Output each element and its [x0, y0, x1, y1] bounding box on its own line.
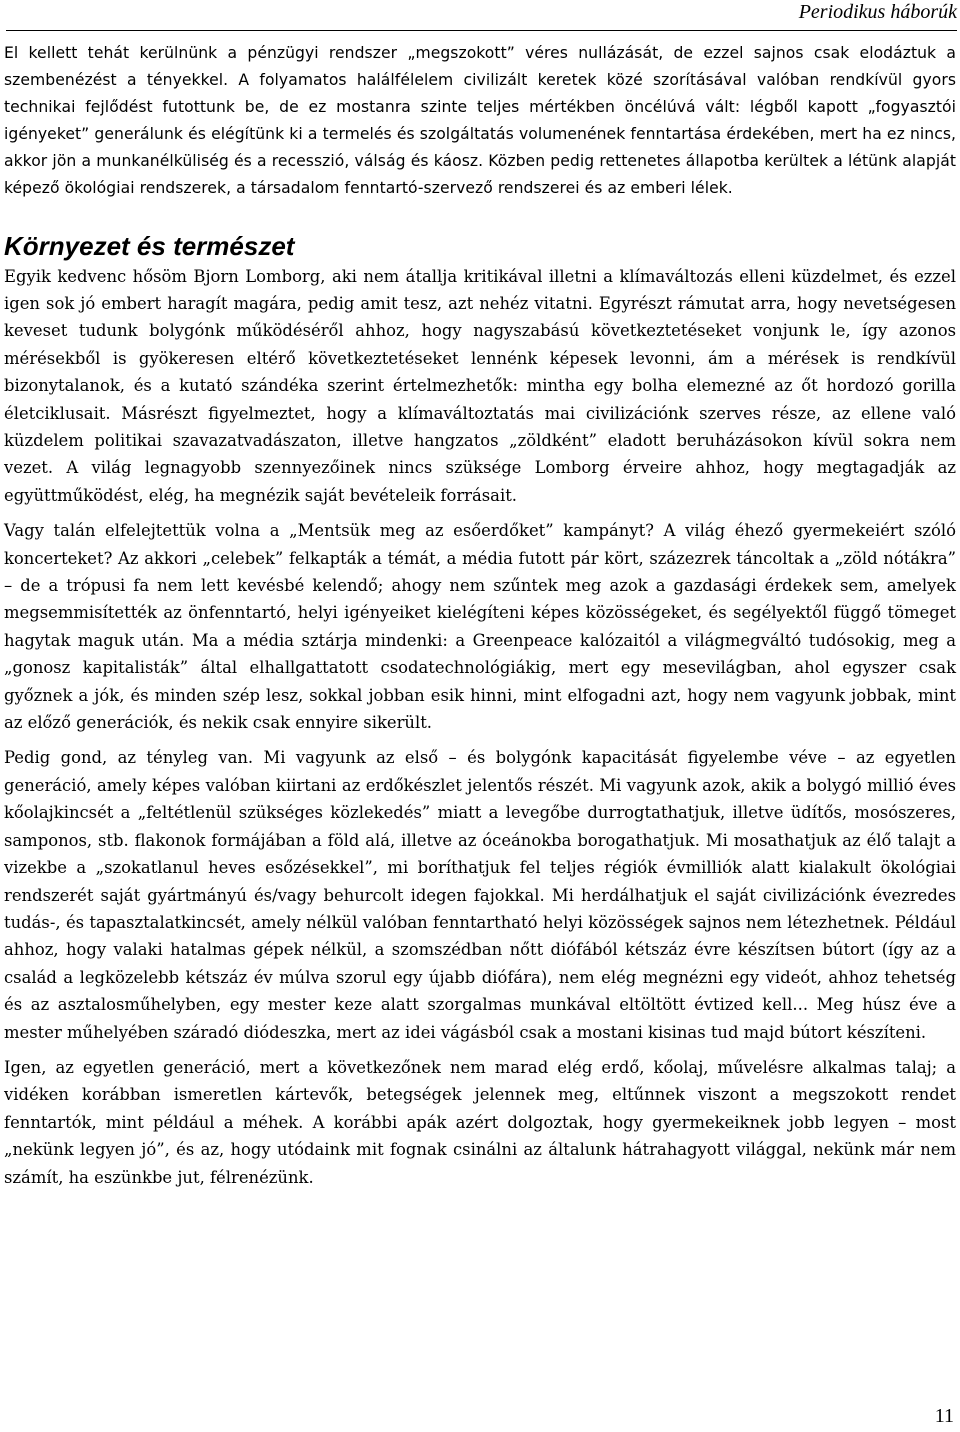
body-paragraph-4: Igen, az egyetlen generáció, mert a következőnek nem marad elég erdő, kőolaj, művelésre alkalmas talaj; a vidéken korábban ismeretlen kártevők, betegségek jelennek meg, eltűnnek viszont a megszokott rendet fenntartók, mint például a méhek. A korábbi apák azért dolgoztak, hogy gyermekeiknek jobb legyen – most „nekünk legyen jó”, és az, hogy utódaink mit fognak csinálni az általunk hátrahagyott világgal, nekünk már nem számít, ha eszünkbe jut, félrenézünk.	[4, 1057, 956, 1187]
running-title: Periodikus háborúk	[798, 1, 957, 23]
body-paragraph-1: Egyik kedvenc hősöm Bjorn Lomborg, aki nem átallja kritikával illetni a klímaváltozás elleni küzdelmet, és ezzel igen sok jó embert haragít magára, pedig amit tesz, azt nehéz vitatni. Egyrészt rámutat arra, hogy nevetségesen keveset tudunk bolygónk működéséről ahhoz, hogy nagyszabású következtetéseket vonjunk le, így azonos mérésekből is gyökeresen eltérő következtetéseket lennénk képesek levonni, ám a mérések is rendkívül bizonytalanok, és a kutató szándéka szerint értelmezhetők: mintha egy bolha elemezné az őt hordozó gorilla életciklusait. Másrészt figyelmeztet, hogy a klímaváltoztatás mai civilizációnk szerves része, az ellene való küzdelem politikai szavazatvadászaton, illetve hangzatos „zöldként” eladott beruházásokon kívül sokra nem vezet. A világ legnagyobb szennyezőinek nincs szüksége Lomborg érveire ahhoz, hogy megtagadják az együttműködést, elég, ha megnézik saját bevételeik forrásait.	[4, 266, 956, 505]
section-heading: Környezet és természet	[4, 230, 295, 261]
body-paragraph-3: Pedig gond, az tényleg van. Mi vagyunk az első – és bolygónk kapacitását figyelembe véve – az egyetlen generáció, amely képes valóban kiirtani az erdőkészlet jelentős részét. Mi vagyunk azok, akik a bolygó millió éves kőolajkincsét a „feltétlenül szükséges közlekedés” miatt a levegőbe durrogtathatjuk, illetve üdítős, mosószeres, samponos, stb. flakonok formájában a föld alá, illetve az óceánokba borogathatjuk. Mi mosathatjuk az élő talajt a vizekbe a „szokatlanul heves esőzésekkel”, mi boríthatjuk fel teljes régiók évmilliók alatt kialakult ökológiai rendszerét saját gyártmányú és/vagy behurcolt idegen fajokkal. Mi herdálhatjuk el saját civilizációnk évezredes tudás-, és tapasztalatkincsét, amely nélkül valóban fenntartható helyi közösségek sajnos nem létezhetnek. Például ahhoz, hogy valaki hatalmas gépek nélkül, a szomszédban nőtt diófából kétszáz évre készítsen bútort (így az a család a legközelebb kétszáz év múlva szorul egy újabb diófára), nem elég megnézni egy videót, ahhoz tehetség és az asztalosműhelyben, egy mester keze alatt szorgalmas munkával eltöltött évtized kell... Meg húsz éve a mester műhelyében száradó diódeszka, mert az idei vágásból csak a mostani kisinas tud majd bútort készíteni.	[4, 748, 956, 1042]
intro-paragraph: El kellett tehát kerülnünk a pénzügyi rendszer „megszokott” véres nullázását, de ezzel sajnos csak elodáztuk a szembenézést a tényekkel. A folyamatos halálfélelem civilizált keretek közé szorításával valóban rendkívül gyors technikai fejlődést futottunk be, de ez mostanra szinte teljes mértékben öncélúvá vált: légből kapott „fogyasztói igényeket” generálunk és elégítünk ki a termelés és szolgáltatás volumenének fenntartása érdekében, mert ha ez nincs, akkor jön a munkanélküliség és a recesszió, válság és káosz. Közben pedig rettenetes állapotba kerültek a létünk alapját képező ökológiai rendszerek, a társadalom fenntartó-szervező rendszerei és az emberi lélek.	[4, 44, 956, 198]
running-header	[6, 0, 957, 31]
page-number: 11	[934, 1405, 954, 1427]
body-paragraph-2: Vagy talán elfelejtettük volna a „Mentsük meg az esőerdőket” kampányt? A világ éhező gyermekeiért szóló koncerteket? Az akkori „celebek” felkapták a témát, a média futott pár kört, százezrek táncoltak a „zöld nótákra” – de a trópusi fa nem lett kevésbé kelendő; ahogy nem szűntek meg azok a gazdasági érdekek sem, amelyek megsemmisítették az önfenntartó, helyi igényeiket kielégíteni képes közösségeket, és segélyektől függő tömeget hagytak maguk után. Ma a média sztárja mindenki: a Greenpeace kalózaitól a világmegváltó tudósokig, meg a „gonosz kapitalisták” által elhallgattatott csodatechnológiákig, mert egy mesevilágban, ahol egyszer csak győznek a jók, és minden szép lesz, sokkal jobban esik hinni, mint elfogadni azt, hogy nem vagyunk jobbak, mint az előző generációk, és nekik csak ennyire sikerült.	[4, 521, 956, 733]
page-body	[4, 40, 956, 1191]
